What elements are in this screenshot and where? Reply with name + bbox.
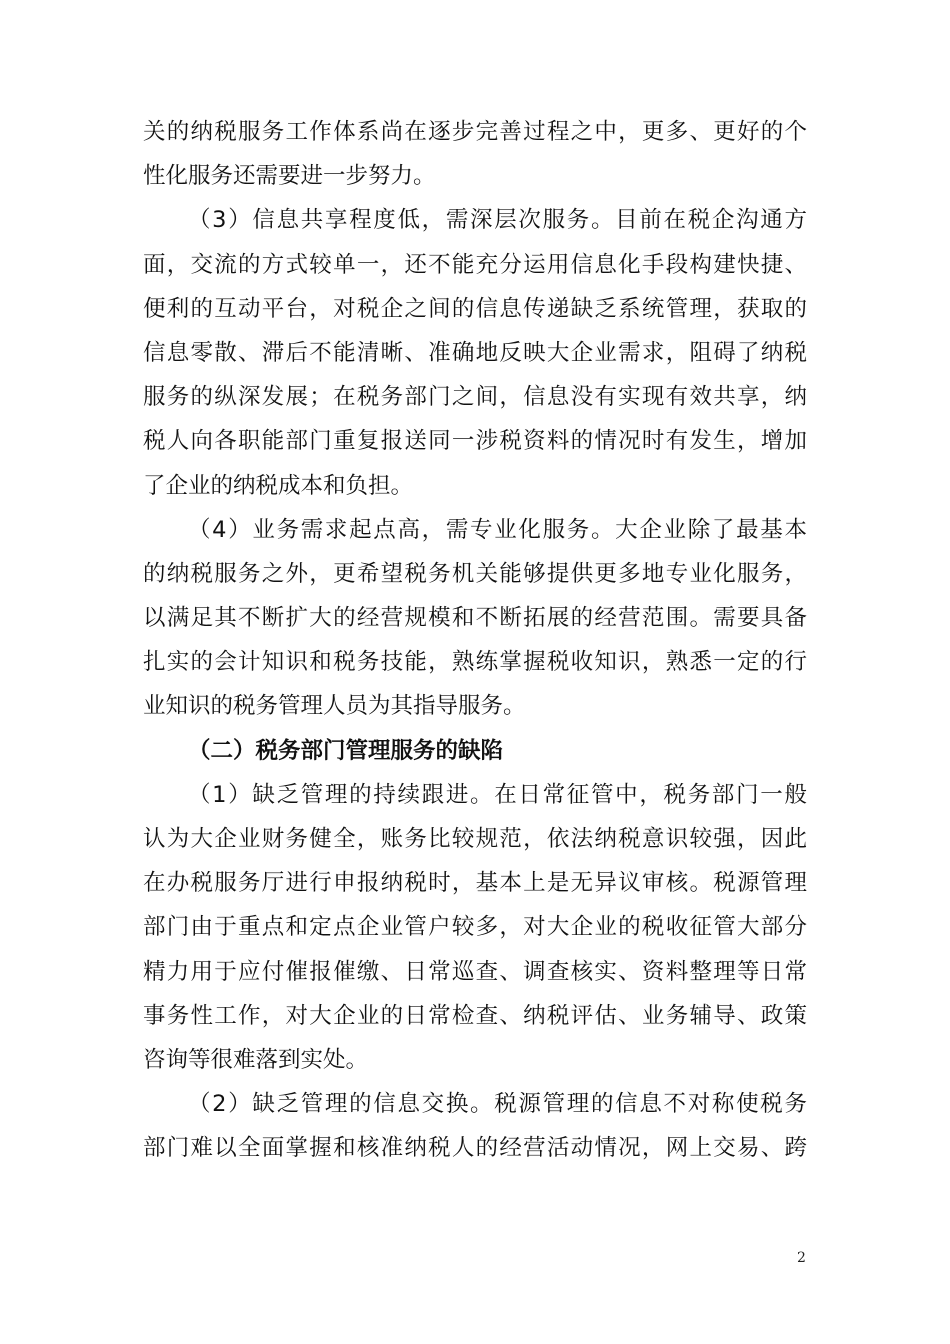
document-body: [143, 110, 807, 1171]
paragraph-first-line: （1）缺乏管理的持续跟进。在日常征管中，税务部门一般: [188, 781, 807, 808]
text-line: 以满足其不断扩大的经营规模和不断拓展的经营范围。需要具备: [143, 605, 807, 632]
text-line: 了企业的纳税成本和负担。: [143, 472, 414, 499]
text-line: 扎实的会计知识和税务技能，熟练掌握税收知识，熟悉一定的行: [143, 649, 807, 676]
page-number: 2: [797, 1250, 806, 1266]
text-line: 服务的纵深发展；在税务部门之间，信息没有实现有效共享，纳: [143, 384, 807, 411]
text-line: 面，交流的方式较单一，还不能充分运用信息化手段构建快捷、: [143, 251, 807, 278]
text-line: 咨询等很难落到实处。: [143, 1046, 369, 1073]
text-line: 业知识的税务管理人员为其指导服务。: [143, 693, 526, 720]
text-line: 部门由于重点和定点企业管户较多，对大企业的税收征管大部分: [143, 914, 807, 941]
text-line: 在办税服务厅进行申报纳税时，基本上是无异议审核。税源管理: [143, 870, 807, 897]
text-line: 信息零散、滞后不能清晰、准确地反映大企业需求，阻碍了纳税: [143, 339, 807, 366]
text-line: 事务性工作，对大企业的日常检查、纳税评估、业务辅导、政策: [143, 1002, 807, 1029]
paragraph-first-line: （2）缺乏管理的信息交换。税源管理的信息不对称使税务: [188, 1091, 807, 1118]
paragraph-first-line: （4）业务需求起点高，需专业化服务。大企业除了最基本: [188, 516, 807, 543]
text-line: 认为大企业财务健全，账务比较规范，依法纳税意识较强，因此: [143, 826, 807, 852]
text-line: 税人向各职能部门重复报送同一涉税资料的情况时有发生，增加: [143, 428, 807, 455]
text-line: 部门难以全面掌握和核准纳税人的经营活动情况，网上交易、跨: [143, 1135, 807, 1162]
text-line: 性化服务还需要进一步努力。: [143, 163, 436, 190]
text-line: 精力用于应付催报催缴、日常巡查、调查核实、资料整理等日常: [143, 958, 807, 985]
text-line: 便利的互动平台，对税企之间的信息传递缺乏系统管理，获取的: [143, 295, 807, 322]
section-heading: （二）税务部门管理服务的缺陷: [188, 737, 504, 764]
text-line: 的纳税服务之外，更希望税务机关能够提供更多地专业化服务，: [143, 560, 807, 587]
paragraph-first-line: （3）信息共享程度低，需深层次服务。目前在税企沟通方: [188, 207, 807, 234]
text-line: 关的纳税服务工作体系尚在逐步完善过程之中，更多、更好的个: [143, 119, 807, 145]
